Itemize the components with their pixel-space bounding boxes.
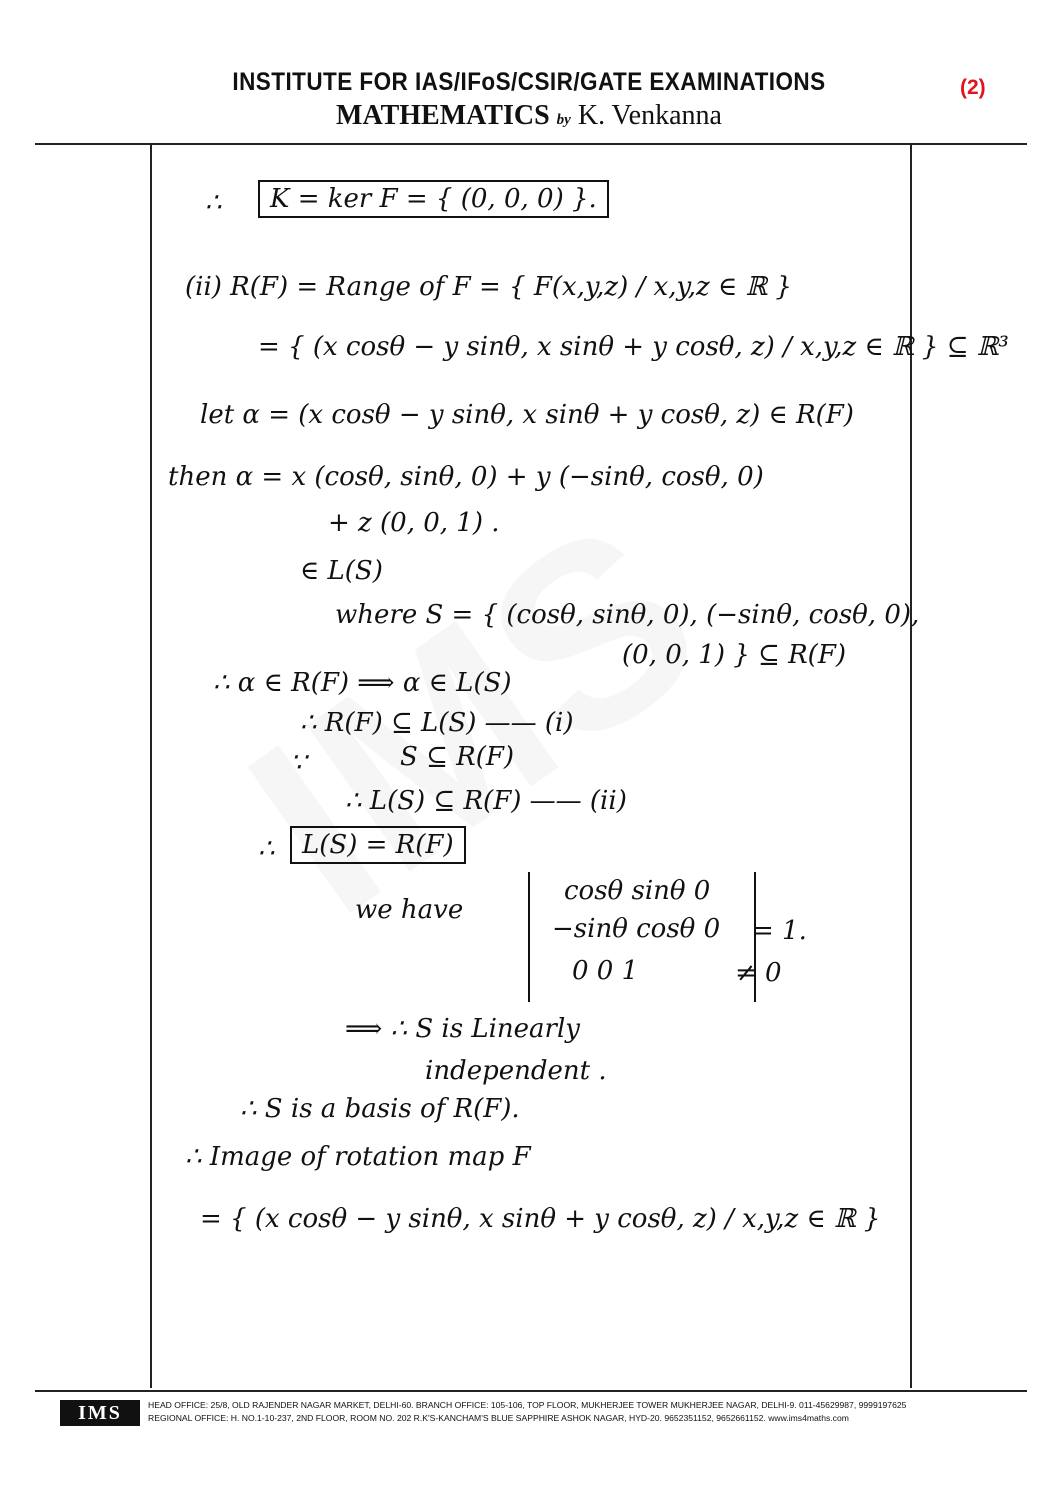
subject-name: MATHEMATICS — [336, 100, 550, 131]
linearly-independent-cont: independent . — [425, 1056, 607, 1086]
linearly-independent: ⟹ ∴ S is Linearly — [345, 1014, 580, 1044]
span-subset-range: ∴ L(S) ⊆ R(F) —— (ii) — [345, 786, 627, 816]
ims-logo: IMS — [60, 1400, 140, 1426]
image-set: = { (x cosθ − y sinθ, x sinθ + y cosθ, z) / x,y,z ∈ ℝ } — [200, 1204, 881, 1234]
footer-divider — [35, 1390, 1027, 1392]
by-label: by — [556, 112, 571, 128]
institute-title: INSTITUTE FOR IAS/IFoS/CSIR/GATE EXAMINATIONS — [232, 68, 826, 96]
range-subset-span: ∴ R(F) ⊆ L(S) —— (i) — [300, 708, 574, 738]
kernel-therefore: ∴ — [205, 188, 222, 218]
let-alpha: let α = (x cosθ − y sinθ, x sinθ + y cosθ, z) ∈ R(F) — [200, 400, 854, 430]
in-span: ∈ L(S) — [300, 556, 383, 586]
image-label: ∴ Image of rotation map F — [185, 1142, 531, 1172]
left-margin-line — [150, 144, 152, 1388]
header-divider — [35, 143, 1027, 145]
then-alpha-cont: + z (0, 0, 1) . — [328, 508, 500, 538]
alpha-implication: ∴ α ∈ R(F) ⟹ α ∈ L(S) — [213, 668, 512, 698]
det-row-2: −sinθ cosθ 0 — [552, 914, 721, 944]
range-expanded: = { (x cosθ − y sinθ, x sinθ + y cosθ, z) / x,y,z ∈ ℝ } ⊆ ℝ³ — [258, 332, 1009, 362]
det-row-3: 0 0 1 — [572, 956, 639, 986]
range-definition: (ii) R(F) = Range of F = { F(x,y,z) / x,y,z ∈ ℝ } — [185, 272, 792, 302]
det-row-1: cosθ sinθ 0 — [564, 876, 711, 906]
subject-title — [0, 100, 1058, 132]
author-name: K. Venkanna — [577, 100, 722, 131]
determinant — [528, 872, 756, 1002]
footer-regional-office: REGIONAL OFFICE: H. NO.1-10-237, 2ND FLOOR, ROOM NO. 202 R.K'S-KANCHAM'S BLUE SAPPHIRE ASHOK NAGAR, HYD-20. 9652351152, 9652661152. www.ims4maths.com — [148, 1413, 849, 1423]
basis-statement: ∴ S is a basis of R(F). — [240, 1094, 520, 1124]
kernel-result: K = ker F = { (0, 0, 0) }. — [258, 180, 609, 218]
then-alpha: then α = x (cosθ, sinθ, 0) + y (−sinθ, cosθ, 0) — [168, 462, 764, 492]
span-equals-range: L(S) = R(F) — [290, 826, 466, 864]
s-subset-range: S ⊆ R(F) — [400, 742, 515, 772]
footer-address — [148, 1399, 1008, 1425]
where-s-cont: (0, 0, 1) } ⊆ R(F) — [622, 640, 846, 670]
equality-therefore: ∴ — [258, 834, 275, 864]
det-value: = 1. — [752, 916, 807, 946]
we-have-label: we have — [355, 895, 464, 925]
where-s: where S = { (cosθ, sinθ, 0), (−sinθ, cosθ, 0), — [335, 600, 920, 630]
page-number: (2) — [960, 76, 986, 99]
right-margin-line — [910, 144, 912, 1388]
footer-head-office: HEAD OFFICE: 25/8, OLD RAJENDER NAGAR MARKET, DELHI-60. BRANCH OFFICE: 105-106, TOP FLOOR, MUKHERJEE TOWER MUKHERJEE NAGAR, DELHI-9. 011-45629987, 9999197625 — [148, 1400, 907, 1410]
det-nonzero: ≠ 0 — [735, 958, 782, 988]
because-symbol: ∵ — [290, 748, 307, 778]
